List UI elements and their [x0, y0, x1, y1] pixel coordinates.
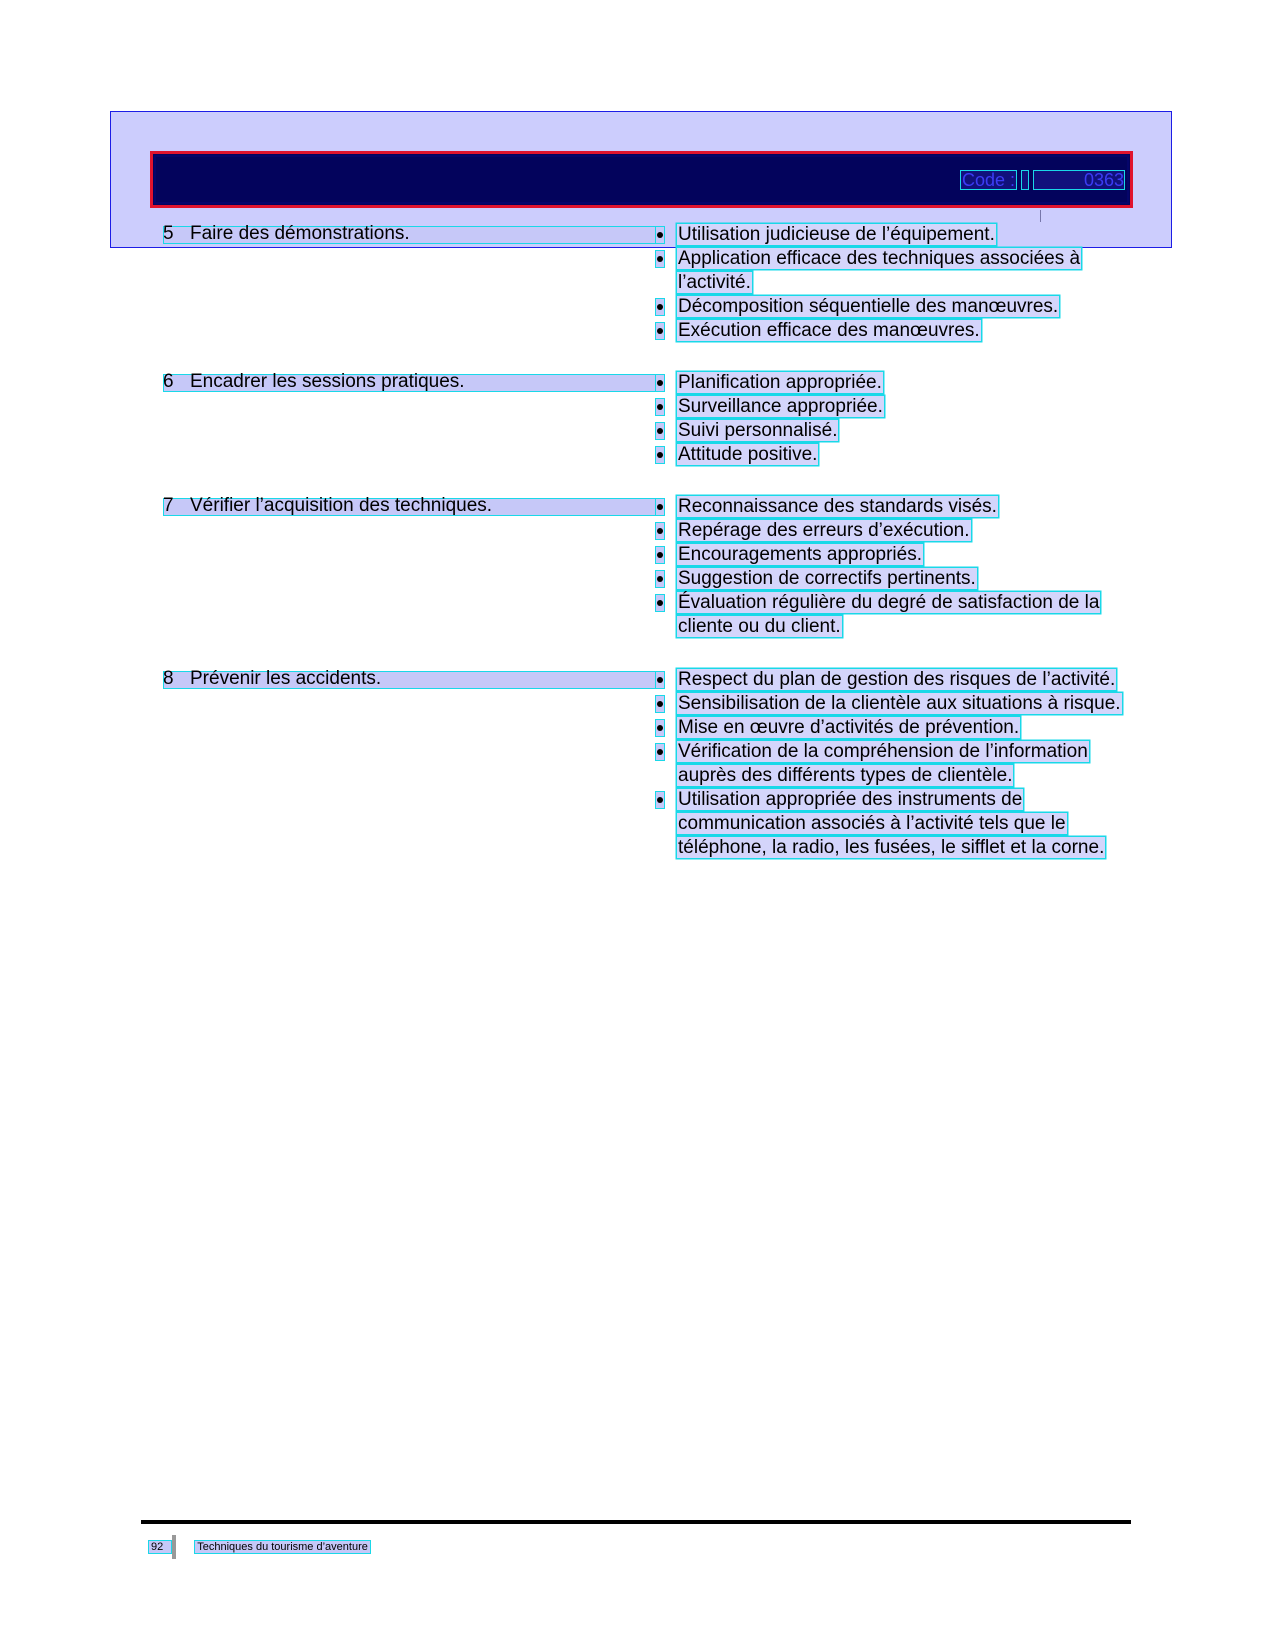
criteria-item: Repérage des erreurs d’exécution.	[655, 519, 1125, 543]
bullet-icon	[655, 719, 665, 737]
element-number: 5	[163, 223, 174, 244]
criteria-item: Évaluation régulière du degré de satisfaction de la cliente ou du client.	[655, 591, 1125, 639]
column-divider	[1040, 210, 1041, 222]
bullet-icon	[655, 522, 665, 540]
bullet-icon	[655, 791, 665, 809]
criteria-item: Exécution efficace des manœuvres.	[655, 319, 1125, 343]
header-bar	[150, 151, 1133, 208]
criteria-item: Utilisation appropriée des instruments de communication associés à l’activité tels que le téléphone, la radio, les fusées, le sifflet et la corne.	[655, 788, 1125, 860]
bullet-icon	[655, 422, 665, 440]
bullet-icon	[655, 446, 665, 464]
bullet-icon	[655, 298, 665, 316]
bullet-icon	[655, 226, 665, 244]
criteria-item: Attitude positive.	[655, 443, 1125, 467]
element-number: 8	[163, 668, 174, 689]
code-value: 0363	[1033, 170, 1125, 190]
bullet-icon	[655, 250, 665, 268]
element-number: 7	[163, 495, 174, 516]
criteria-item: Vérification de la compréhension de l’information auprès des différents types de clientèle.	[655, 740, 1125, 788]
bullet-icon	[655, 374, 665, 392]
criteria-item: Reconnaissance des standards visés.	[655, 495, 1125, 519]
footer-separator	[172, 1535, 176, 1559]
element-title: Prévenir les accidents.	[190, 668, 382, 689]
bullet-icon	[655, 570, 665, 588]
criteria-item: Application efficace des techniques associées à l’activité.	[655, 247, 1125, 295]
criteria-list	[655, 223, 1125, 343]
code-box	[960, 170, 1125, 190]
criteria-item: Sensibilisation de la clientèle aux situations à risque.	[655, 692, 1125, 716]
criteria-item: Suivi personnalisé.	[655, 419, 1125, 443]
bullet-icon	[655, 594, 665, 612]
bullet-icon	[655, 322, 665, 340]
element-title: Vérifier l’acquisition des techniques.	[190, 495, 493, 516]
criteria-item: Planification appropriée.	[655, 371, 1125, 395]
bullet-icon	[655, 671, 665, 689]
criteria-item: Respect du plan de gestion des risques de l’activité.	[655, 668, 1125, 692]
footer-rule	[141, 1520, 1131, 1524]
page-number: 92	[148, 1540, 172, 1554]
bullet-icon	[655, 695, 665, 713]
code-separator	[1021, 170, 1029, 190]
criteria-item: Surveillance appropriée.	[655, 395, 1125, 419]
criteria-item: Utilisation judicieuse de l’équipement.	[655, 223, 1125, 247]
element-title: Encadrer les sessions pratiques.	[190, 371, 465, 392]
criteria-item: Mise en œuvre d’activités de prévention.	[655, 716, 1125, 740]
bullet-icon	[655, 743, 665, 761]
page-footer	[148, 1535, 371, 1559]
bullet-icon	[655, 546, 665, 564]
document-title: Techniques du tourisme d’aventure	[194, 1540, 371, 1554]
bullet-icon	[655, 498, 665, 516]
criteria-list	[655, 495, 1125, 639]
criteria-list	[655, 371, 1125, 467]
element-number: 6	[163, 371, 174, 392]
code-label: Code :	[961, 170, 1015, 190]
element-title: Faire des démonstrations.	[190, 223, 410, 244]
bullet-icon	[655, 398, 665, 416]
criteria-item: Encouragements appropriés.	[655, 543, 1125, 567]
criteria-item: Décomposition séquentielle des manœuvres.	[655, 295, 1125, 319]
criteria-list	[655, 668, 1125, 860]
criteria-item: Suggestion de correctifs pertinents.	[655, 567, 1125, 591]
